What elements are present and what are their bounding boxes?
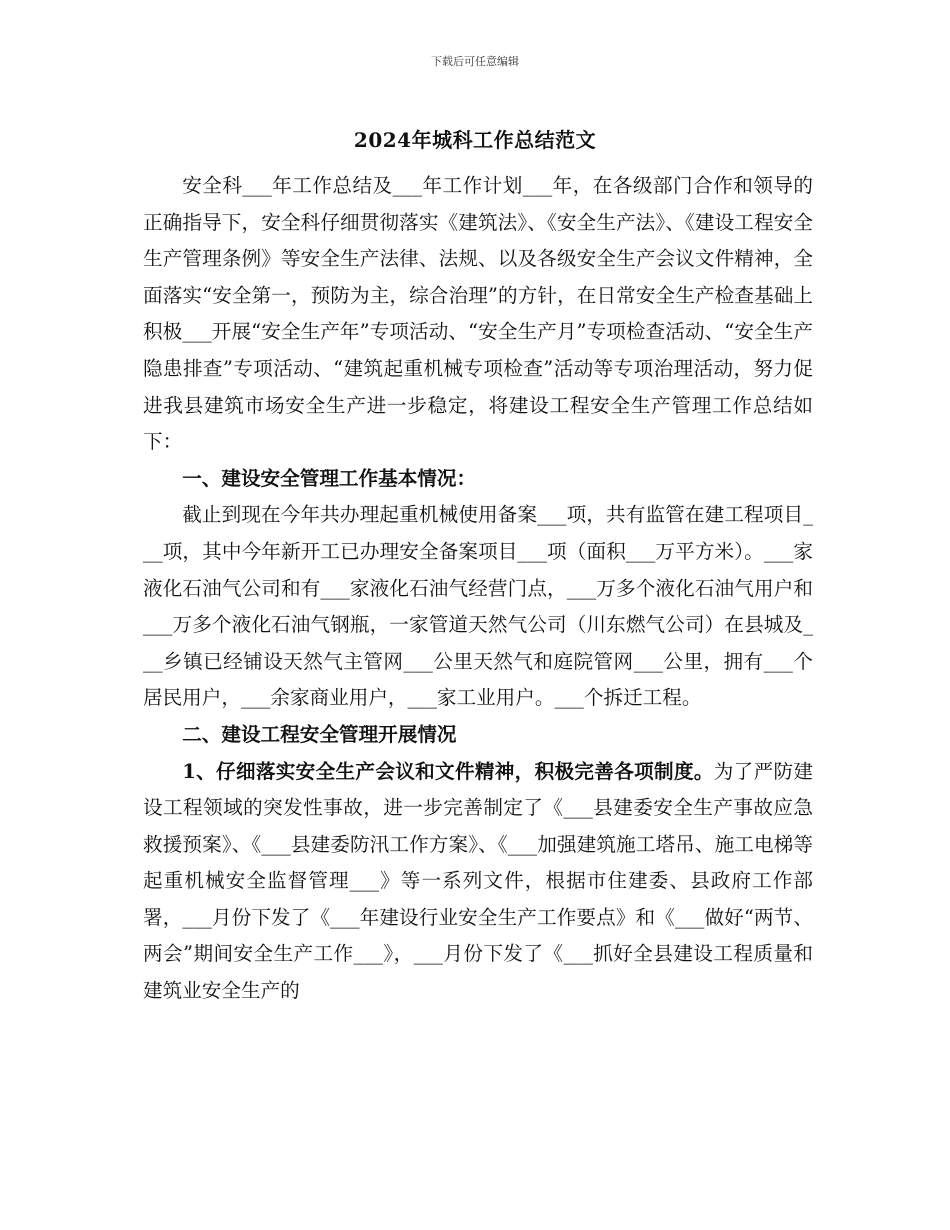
section-1-paragraph: 截止到现在今年共办理起重机械使用备案___项，共有监管在建工程项目___项，其中今年新开工已办理安全备案项目___项（面积___万平方米）。___家液化石油气公司和有___家液化石油气经营门点，___万多个液化石油气用户和___万多个液化石油气钢瓶，一家管道天然气公司（川东燃气公司）在县城及___乡镇已经铺设天然气主管网___公里天然气和庭院管网___公里，拥有___个居民用户，___余家商业用户，___家工业用户。___个拆迁工程。 [143, 503, 813, 710]
section-2-lead: 1、仔细落实安全生产会议和文件精神，积极完善各项制度。 [182, 759, 714, 783]
section-heading-2: 二、建设工程安全管理开展情况 [182, 722, 457, 746]
section-2-body: 为了严防建设工程领域的突发性事故，进一步完善制定了《___县建委安全生产事故应急救援预案》、《___县建委防汛工作方案》、《___加强建筑施工塔吊、施工电梯等起重机械安全监督管理___》等一系列文件，根据市住建委、县政府工作部署，___月份下发了《___年建设行业安全生产工作要点》和《___做好“两节、两会”期间安全生产工作___》，___月份下发了《___抓好全县建设工程质量和建筑业安全生产的 [143, 759, 813, 1003]
section-heading-1: 一、建设安全管理工作基本情况： [182, 466, 477, 490]
document-title: 2024年城科工作总结范文 [353, 128, 597, 152]
document-body [143, 168, 813, 1010]
header-note: 下载后可任意编辑 [431, 55, 519, 68]
section-2-paragraph [143, 754, 813, 1010]
intro-paragraph: 安全科___年工作总结及___年工作计划___年，在各级部门合作和领导的正确指导下，安全科仔细贯彻落实《建筑法》、《安全生产法》、《建设工程安全生产管理条例》等安全生产法律、法规、以及各级安全生产会议文件精神，全面落实“安全第一，预防为主，综合治理”的方针，在日常安全生产检查基础上积极___开展“安全生产年”专项活动、“安全生产月”专项检查活动、“安全生产隐患排查”专项活动、“建筑起重机械专项检查”活动等专项治理活动，努力促进我县建筑市场安全生产进一步稳定，将建设工程安全生产管理工作总结如下： [143, 174, 813, 454]
